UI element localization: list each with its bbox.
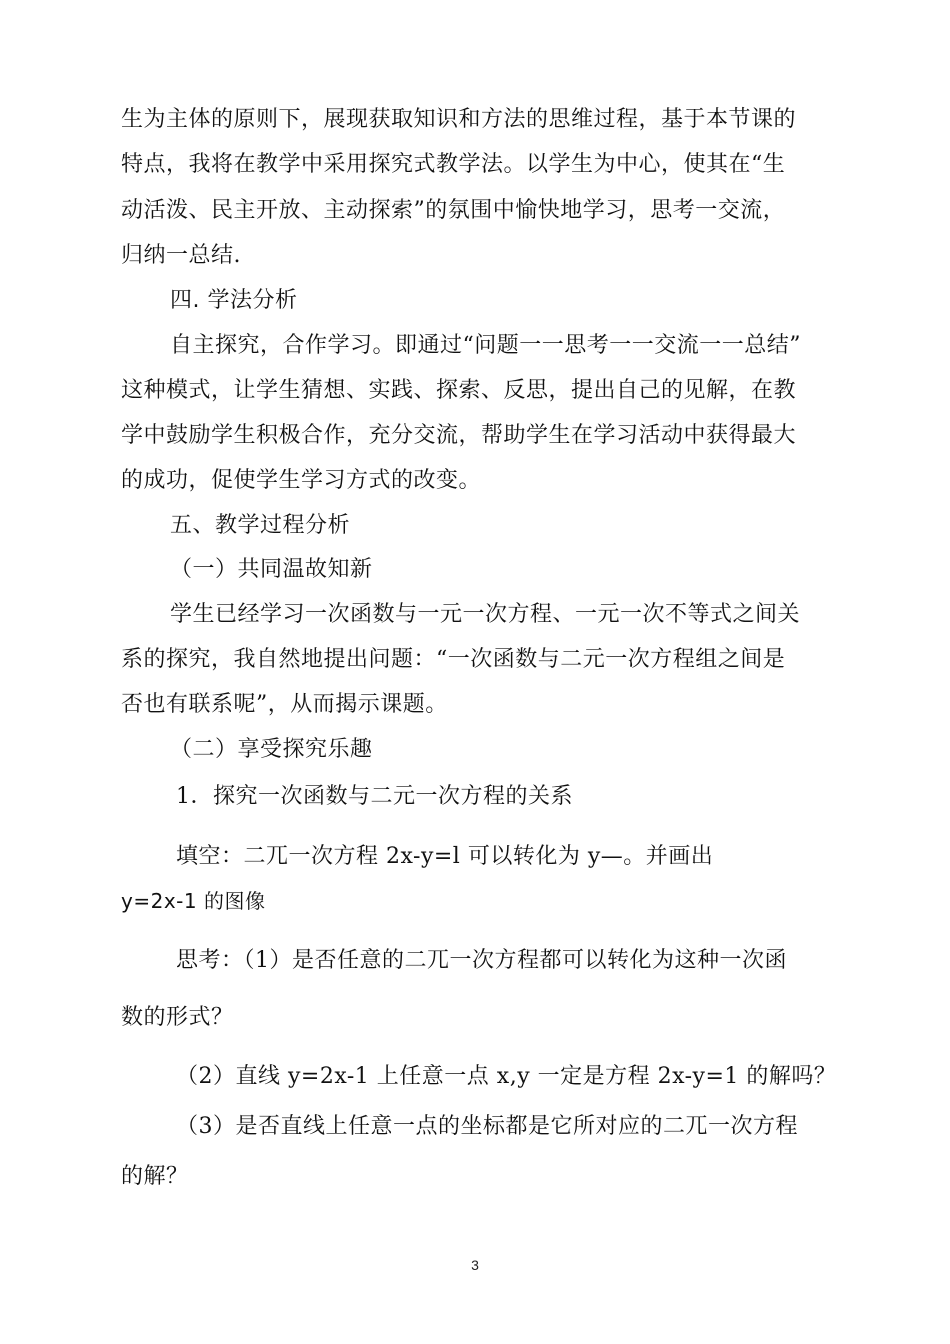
paragraph-line: 学中鼓励学生积极合作，充分交流，帮助学生在学习活动中获得最大	[121, 423, 797, 448]
paragraph-line: 动活泼、民主开放、主动探索”的氛围中愉快地学习，思考一交流，	[121, 198, 786, 223]
paragraph-line: y=2x-1 的图像	[121, 889, 266, 913]
paragraph-line: 特点，我将在教学中采用探究式教学法。以学生为中心，使其在“生	[121, 152, 786, 177]
paragraph-line: 思考：（1）是否任意的二兀一次方程都可以转化为这种一次函	[176, 948, 787, 973]
paragraph-line: 的解？	[121, 1164, 189, 1189]
paragraph-line: 生为主体的原则下，展现获取知识和方法的思维过程，基于本节课的	[121, 107, 797, 132]
section-heading-5: 五、教学过程分析	[170, 513, 351, 538]
paragraph-line: 数的形式？	[121, 1005, 234, 1030]
subsection-heading-2: （二）享受探究乐趣	[170, 737, 373, 762]
paragraph-line: 这种模式，让学生猜想、实践、探索、反思，提出自己的见解，在教	[121, 378, 797, 403]
subsection-heading-1: （一）共同温故知新	[170, 557, 373, 582]
paragraph-line: 的成功，促使学生学习方式的改变。	[121, 468, 482, 493]
paragraph-line: 1．探究一次函数与二元一次方程的关系	[176, 784, 573, 809]
paragraph-line: （2）直线 y=2x-1 上任意一点 x,y 一定是方程 2x-y=1 的解吗？	[176, 1064, 837, 1089]
paragraph-line: 自主探究，合作学习。即通过“问题一一思考一一交流一一总结”	[170, 333, 801, 358]
paragraph-line: 否也有联系呢”，从而揭示课题。	[121, 692, 448, 717]
paragraph-line: 系的探究，我自然地提出问题：“一次函数与二元一次方程组之间是	[121, 647, 786, 672]
paragraph-line: 学生已经学习一次函数与一元一次方程、一元一次不等式之间关	[170, 602, 801, 627]
paragraph-line: 归纳一总结.	[121, 243, 241, 268]
paragraph-line: 填空：二兀一次方程 2x-y=l 可以转化为 y—。并画出	[176, 844, 714, 869]
page-number: 3	[471, 1257, 479, 1273]
paragraph-line: （3）是否直线上任意一点的坐标都是它所对应的二兀一次方程	[176, 1114, 798, 1139]
section-heading-4: 四. 学法分析	[170, 288, 298, 313]
